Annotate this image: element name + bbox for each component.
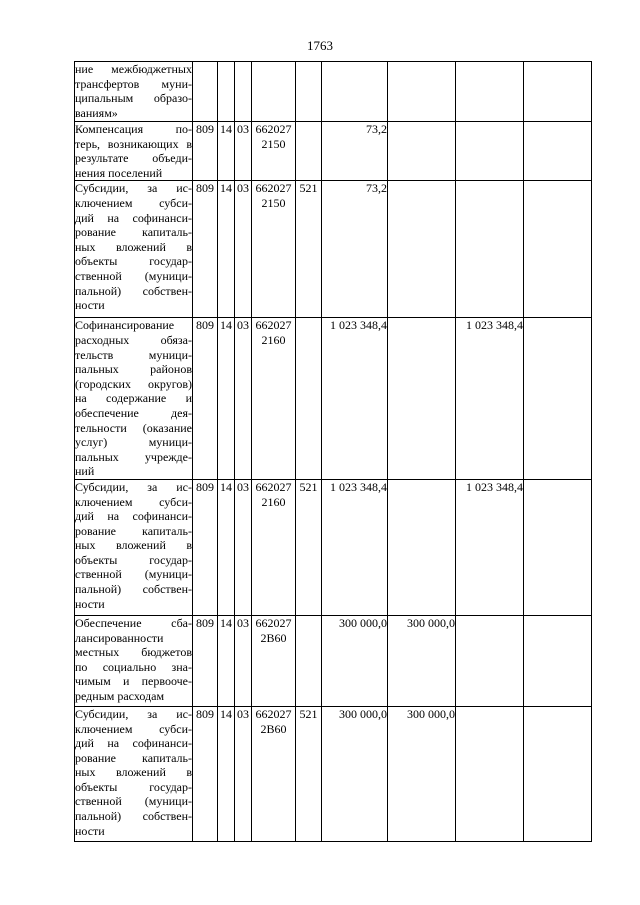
description-line: ности	[75, 596, 105, 611]
description-line: дий на софинанси-	[75, 736, 192, 751]
expense-type-code	[296, 122, 322, 181]
code-part: 2В60	[260, 721, 287, 736]
amount-col-4	[524, 62, 592, 122]
description-line: Обеспечение сба-	[75, 615, 192, 630]
amount-col-2: 300 000,0	[388, 615, 456, 706]
amount-col-4	[524, 318, 592, 480]
grbs-code: 809	[193, 479, 218, 615]
description-line: ний	[75, 464, 95, 479]
row-description	[75, 181, 193, 318]
section-code: 14	[218, 479, 235, 615]
row-description	[75, 706, 193, 841]
grbs-code: 809	[193, 615, 218, 706]
expense-type-code	[296, 615, 322, 706]
description-line: услуг) муници-	[75, 435, 192, 450]
subsection-code: 03	[235, 122, 252, 181]
description-line: объекты государ-	[75, 254, 192, 269]
description-line: на содержание и	[75, 391, 192, 406]
amount-col-2: 300 000,0	[388, 706, 456, 841]
grbs-code: 809	[193, 181, 218, 318]
row-description	[75, 122, 193, 181]
amount-col-3	[456, 615, 524, 706]
description-line: лансированности	[75, 630, 164, 645]
grbs-code: 809	[193, 318, 218, 480]
code-part: 662027	[255, 318, 292, 333]
description-line: тельств муници-	[75, 347, 192, 362]
description-line: Компенсация по-	[75, 122, 192, 136]
description-line: ственной (муници-	[75, 794, 192, 809]
description-line: ключением субси-	[75, 195, 192, 210]
subsection-code: 03	[235, 615, 252, 706]
page-number: 1763	[307, 38, 333, 53]
description-line: ности	[75, 823, 105, 838]
subsection-code: 03	[235, 318, 252, 480]
description-line: расходных обяза-	[75, 332, 192, 347]
description-line: нения поселений	[75, 165, 163, 180]
row-description	[75, 479, 193, 615]
amount-col-3	[456, 122, 524, 181]
code-part: 662027	[255, 181, 292, 196]
description-line: по социально зна-	[75, 659, 192, 674]
amount-col-4	[524, 479, 592, 615]
description-line: объекты государ-	[75, 779, 192, 794]
description-line: пальных учрежде-	[75, 449, 192, 464]
budget-table	[74, 61, 592, 842]
code-part: 662027	[255, 615, 292, 630]
section-code	[218, 62, 235, 122]
description-line: Субсидии, за ис-	[75, 479, 192, 494]
amount-total: 300 000,0	[322, 706, 388, 841]
description-line: пальной) собствен-	[75, 582, 192, 597]
grbs-code: 809	[193, 706, 218, 841]
target-article-code	[252, 479, 296, 615]
table-row	[75, 615, 592, 706]
amount-col-2	[388, 479, 456, 615]
target-article-code	[252, 122, 296, 181]
expense-type-code: 521	[296, 706, 322, 841]
description-line: ности	[75, 298, 105, 313]
expense-type-code	[296, 62, 322, 122]
description-line: пальных районов	[75, 362, 192, 377]
description-line: трансфертов муни-	[75, 76, 192, 91]
description-line: рование капиталь-	[75, 225, 192, 240]
amount-col-4	[524, 122, 592, 181]
row-description	[75, 62, 193, 122]
description-line: ваниям»	[75, 105, 118, 120]
description-line: рование капиталь-	[75, 750, 192, 765]
description-line: тельности (оказание	[75, 420, 192, 435]
subsection-code	[235, 62, 252, 122]
amount-col-2	[388, 122, 456, 181]
amount-col-4	[524, 615, 592, 706]
code-part: 662027	[255, 479, 292, 494]
target-article-code	[252, 706, 296, 841]
amount-col-3	[456, 181, 524, 318]
description-line: ственной (муници-	[75, 268, 192, 283]
amount-col-2	[388, 318, 456, 480]
amount-col-2	[388, 62, 456, 122]
description-line: ципальным образо-	[75, 91, 192, 106]
code-part: 2150	[261, 195, 286, 210]
description-line: пальной) собствен-	[75, 809, 192, 824]
amount-col-2	[388, 181, 456, 318]
section-code: 14	[218, 318, 235, 480]
description-line: чимым и первооче-	[75, 674, 192, 689]
description-line: (городских округов)	[75, 376, 192, 391]
description-line: Субсидии, за ис-	[75, 706, 192, 721]
expense-type-code	[296, 318, 322, 480]
table-row	[75, 62, 592, 122]
description-line: ключением субси-	[75, 721, 192, 736]
section-code: 14	[218, 706, 235, 841]
target-article-code	[252, 615, 296, 706]
amount-total: 1 023 348,4	[322, 479, 388, 615]
description-line: терь, возникающих в	[75, 136, 192, 151]
amount-col-3: 1 023 348,4	[456, 479, 524, 615]
target-article-code	[252, 62, 296, 122]
row-description	[75, 318, 193, 480]
section-code: 14	[218, 122, 235, 181]
amount-total: 1 023 348,4	[322, 318, 388, 480]
description-line: обеспечение дея-	[75, 405, 192, 420]
amount-total: 73,2	[322, 181, 388, 318]
amount-total	[322, 62, 388, 122]
amount-col-4	[524, 181, 592, 318]
subsection-code: 03	[235, 181, 252, 318]
description-line: местных бюджетов	[75, 645, 192, 660]
description-line: редным расходам	[75, 688, 165, 703]
amount-col-3	[456, 62, 524, 122]
section-code: 14	[218, 181, 235, 318]
amount-col-4	[524, 706, 592, 841]
description-line: Софинансирование	[75, 318, 175, 333]
section-code: 14	[218, 615, 235, 706]
code-part: 2160	[261, 494, 286, 509]
code-part: 2В60	[260, 630, 287, 645]
table-row	[75, 122, 592, 181]
table-row	[75, 479, 592, 615]
amount-col-3	[456, 706, 524, 841]
description-line: рование капиталь-	[75, 523, 192, 538]
description-line: ственной (муници-	[75, 567, 192, 582]
amount-col-3: 1 023 348,4	[456, 318, 524, 480]
description-line: объекты государ-	[75, 552, 192, 567]
target-article-code	[252, 181, 296, 318]
amount-total: 73,2	[322, 122, 388, 181]
description-line: ных вложений в	[75, 538, 192, 553]
target-article-code	[252, 318, 296, 480]
description-line: ных вложений в	[75, 765, 192, 780]
description-line: ние межбюджетных	[75, 62, 192, 76]
grbs-code: 809	[193, 122, 218, 181]
subsection-code: 03	[235, 706, 252, 841]
expense-type-code: 521	[296, 181, 322, 318]
description-line: ных вложений в	[75, 239, 192, 254]
description-line: результате объеди-	[75, 151, 192, 166]
grbs-code	[193, 62, 218, 122]
description-line: пальной) собствен-	[75, 283, 192, 298]
description-line: Субсидии, за ис-	[75, 181, 192, 196]
code-part: 662027	[255, 706, 292, 721]
row-description	[75, 615, 193, 706]
expense-type-code: 521	[296, 479, 322, 615]
description-line: ключением субси-	[75, 494, 192, 509]
description-line: дий на софинанси-	[75, 509, 192, 524]
code-part: 2150	[261, 136, 286, 151]
description-line: дий на софинанси-	[75, 210, 192, 225]
table-row	[75, 181, 592, 318]
subsection-code: 03	[235, 479, 252, 615]
code-part: 662027	[255, 122, 292, 136]
table-row	[75, 706, 592, 841]
code-part: 2160	[261, 332, 286, 347]
amount-total: 300 000,0	[322, 615, 388, 706]
table-row	[75, 318, 592, 480]
